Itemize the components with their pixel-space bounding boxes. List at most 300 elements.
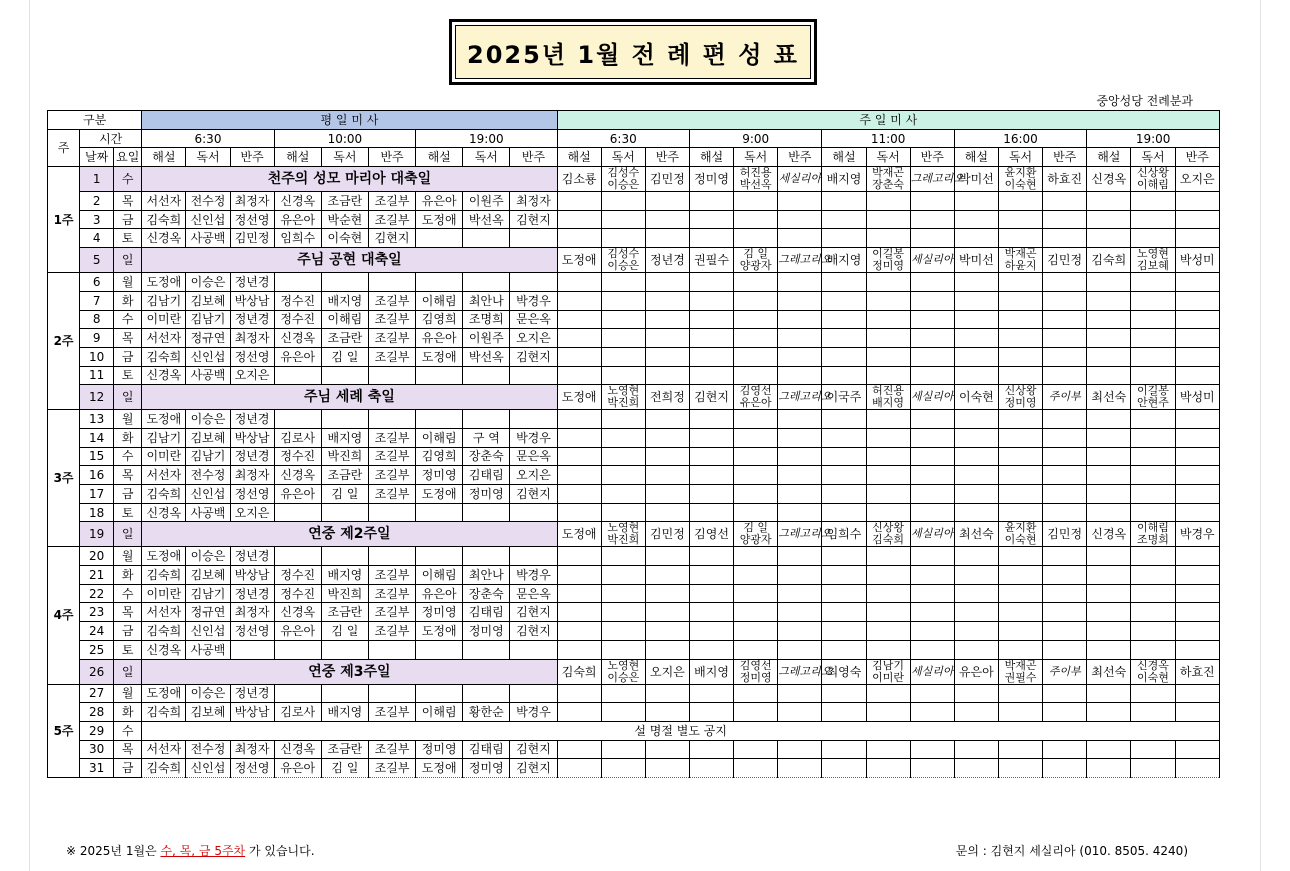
dow-cell: 금 (114, 210, 142, 229)
empty-cell (1087, 566, 1131, 585)
empty-cell (557, 447, 601, 466)
minister-cell: 도정애 (416, 485, 463, 504)
empty-cell (910, 291, 954, 310)
empty-cell (910, 192, 954, 211)
empty-cell (954, 229, 998, 248)
minister-cell (866, 167, 910, 192)
footnote-highlight: 수, 목, 금 5주차 (160, 844, 246, 858)
empty-cell (1043, 466, 1087, 485)
minister-cell: 김로사 (274, 428, 321, 447)
empty-cell (954, 291, 998, 310)
empty-cell (1043, 347, 1087, 366)
minister-cell: 정수진 (274, 566, 321, 585)
cell-line: 권필수 (1004, 670, 1037, 684)
minister-cell: 이숙현 (954, 385, 998, 410)
table-row (48, 273, 1220, 292)
minister-cell: 임희수 (822, 522, 866, 547)
cell-line: 이숙현 (1004, 178, 1037, 192)
empty-cell (734, 347, 778, 366)
minister-cell: 조길부 (368, 347, 415, 366)
empty-cell (998, 566, 1042, 585)
minister-cell: 오지은 (1175, 167, 1219, 192)
minister-cell: 조길부 (368, 329, 415, 348)
empty-cell (1043, 447, 1087, 466)
empty-cell (998, 428, 1042, 447)
dow-cell: 토 (114, 503, 142, 522)
minister-cell: 정년경 (230, 584, 274, 603)
minister-cell: 최정자 (230, 466, 274, 485)
cell-line: 김영선 (739, 384, 772, 398)
empty-cell (822, 759, 866, 778)
empty-cell (601, 410, 645, 429)
empty-cell (910, 329, 954, 348)
role-header: 반주 (510, 148, 557, 167)
minister-cell: 박미선 (954, 167, 998, 192)
minister-cell: 김 일 (321, 485, 368, 504)
feast-name: 연중 제2주일 (142, 522, 557, 547)
empty-cell (1043, 622, 1087, 641)
minister-cell: 이승은 (186, 684, 230, 703)
empty-cell (998, 347, 1042, 366)
empty-cell (910, 229, 954, 248)
empty-cell (557, 622, 601, 641)
cell-line: 양광자 (739, 533, 772, 547)
minister-cell (416, 366, 463, 385)
minister-cell (416, 229, 463, 248)
table-row (48, 622, 1220, 641)
week-label: 3주 (48, 410, 80, 547)
minister-cell: 오지은 (510, 329, 557, 348)
cell-line: 이길봉 (872, 247, 905, 261)
minister-cell: 그레고리오 (910, 167, 954, 192)
minister-cell: 김영희 (416, 447, 463, 466)
empty-cell (734, 640, 778, 659)
empty-cell (954, 759, 998, 778)
minister-cell: 그레고리오 (778, 248, 822, 273)
empty-cell (557, 273, 601, 292)
minister-cell: 김숙희 (142, 566, 186, 585)
minister-cell: 신경옥 (274, 740, 321, 759)
role-header: 해설 (1087, 148, 1131, 167)
empty-cell (734, 329, 778, 348)
minister-cell (998, 167, 1042, 192)
footnote-prefix: ※ 2025년 1월은 (66, 844, 157, 858)
dow-cell: 토 (114, 640, 142, 659)
empty-cell (601, 210, 645, 229)
empty-cell (689, 192, 733, 211)
weekday-time-header: 6:30 (142, 129, 274, 148)
minister-cell: 박미선 (954, 248, 998, 273)
dow-cell: 월 (114, 684, 142, 703)
empty-cell (557, 366, 601, 385)
minister-cell (510, 684, 557, 703)
dow-cell: 토 (114, 229, 142, 248)
empty-cell (601, 684, 645, 703)
empty-cell (1131, 603, 1175, 622)
minister-cell: 정규연 (186, 603, 230, 622)
table-row (48, 192, 1220, 211)
minister-cell: 김현지 (368, 229, 415, 248)
minister-cell: 김남기 (142, 428, 186, 447)
minister-cell: 하효진 (1175, 659, 1219, 684)
empty-cell (1131, 584, 1175, 603)
empty-cell (866, 366, 910, 385)
empty-cell (910, 584, 954, 603)
minister-cell: 조금란 (321, 192, 368, 211)
empty-cell (998, 410, 1042, 429)
minister-cell: 정미영 (689, 167, 733, 192)
empty-cell (645, 466, 689, 485)
minister-cell: 김태림 (463, 740, 510, 759)
minister-cell (1131, 167, 1175, 192)
minister-cell: 이승은 (186, 547, 230, 566)
minister-cell: 신경옥 (274, 192, 321, 211)
minister-cell: 배지영 (321, 566, 368, 585)
empty-cell (1087, 329, 1131, 348)
table-row (48, 485, 1220, 504)
footnote (66, 842, 315, 859)
empty-cell (645, 703, 689, 722)
empty-cell (1131, 640, 1175, 659)
cell-line: 박진희 (607, 396, 640, 410)
empty-cell (734, 447, 778, 466)
empty-cell (998, 466, 1042, 485)
empty-cell (954, 622, 998, 641)
empty-cell (822, 291, 866, 310)
dow-cell: 수 (114, 721, 142, 740)
empty-cell (866, 759, 910, 778)
dow-cell: 일 (114, 385, 142, 410)
empty-cell (866, 584, 910, 603)
table-row (48, 291, 1220, 310)
minister-cell: 유은아 (274, 347, 321, 366)
minister-cell (1131, 248, 1175, 273)
minister-cell: 문은옥 (510, 584, 557, 603)
empty-cell (954, 310, 998, 329)
minister-cell: 박경우 (510, 566, 557, 585)
empty-cell (1043, 329, 1087, 348)
table-row (48, 584, 1220, 603)
cell-line: 박선옥 (739, 178, 772, 192)
empty-cell (645, 347, 689, 366)
empty-cell (645, 566, 689, 585)
empty-cell (1175, 366, 1219, 385)
minister-cell: 김태림 (463, 466, 510, 485)
empty-cell (1175, 684, 1219, 703)
cell-line: 노영현 (607, 384, 640, 398)
empty-cell (601, 273, 645, 292)
empty-cell (1131, 329, 1175, 348)
cell-line: 허진용 (872, 384, 905, 398)
minister-cell: 도정애 (142, 547, 186, 566)
empty-cell (734, 603, 778, 622)
empty-cell (1131, 684, 1175, 703)
holiday-notice: 설 명절 별도 공지 (142, 721, 1220, 740)
empty-cell (1175, 485, 1219, 504)
minister-cell (321, 273, 368, 292)
minister-cell: 조길부 (368, 566, 415, 585)
minister-cell: 정수진 (274, 291, 321, 310)
minister-cell: 조길부 (368, 622, 415, 641)
minister-cell: 김숙희 (142, 622, 186, 641)
empty-cell (1131, 310, 1175, 329)
minister-cell (416, 273, 463, 292)
minister-cell: 이미란 (142, 447, 186, 466)
sunday-row (48, 248, 1220, 273)
dow-cell: 수 (114, 447, 142, 466)
date-cell: 29 (80, 721, 114, 740)
sunday-time-header: 19:00 (1087, 129, 1220, 148)
empty-cell (998, 503, 1042, 522)
minister-cell: 서선자 (142, 740, 186, 759)
empty-cell (822, 584, 866, 603)
empty-cell (645, 640, 689, 659)
minister-cell: 김숙희 (142, 210, 186, 229)
minister-cell: 문은옥 (510, 310, 557, 329)
minister-cell (601, 167, 645, 192)
empty-cell (557, 210, 601, 229)
empty-cell (1087, 503, 1131, 522)
minister-cell: 김현지 (510, 759, 557, 778)
empty-cell (734, 273, 778, 292)
table-row (48, 566, 1220, 585)
table-row (48, 229, 1220, 248)
feast-name: 천주의 성모 마리아 대축일 (142, 167, 557, 192)
week-label: 5주 (48, 684, 80, 777)
empty-cell (734, 192, 778, 211)
empty-cell (689, 503, 733, 522)
minister-cell (321, 684, 368, 703)
empty-cell (910, 547, 954, 566)
empty-cell (689, 466, 733, 485)
empty-cell (1043, 603, 1087, 622)
minister-cell: 도정애 (416, 759, 463, 778)
table-row (48, 447, 1220, 466)
liturgy-schedule-table (47, 110, 1220, 778)
empty-cell (601, 447, 645, 466)
minister-cell: 조길부 (368, 291, 415, 310)
minister-cell: 서선자 (142, 192, 186, 211)
minister-cell: 박상남 (230, 566, 274, 585)
cell-line: 김영선 (739, 658, 772, 672)
empty-cell (1175, 603, 1219, 622)
minister-cell: 김민정 (645, 167, 689, 192)
minister-cell (274, 273, 321, 292)
empty-cell (734, 503, 778, 522)
empty-cell (954, 210, 998, 229)
minister-cell: 신경옥 (142, 503, 186, 522)
date-cell: 15 (80, 447, 114, 466)
empty-cell (1087, 740, 1131, 759)
cell-line: 이승은 (607, 670, 640, 684)
cell-line: 노영현 (1137, 247, 1169, 261)
empty-cell (1175, 547, 1219, 566)
minister-cell: 김민정 (1043, 248, 1087, 273)
empty-cell (1175, 210, 1219, 229)
minister-cell (368, 273, 415, 292)
role-header: 독서 (998, 148, 1042, 167)
cell-line: 노영현 (607, 521, 640, 535)
minister-cell (274, 684, 321, 703)
empty-cell (998, 447, 1042, 466)
role-header: 해설 (274, 148, 321, 167)
cell-line: 이길봉 (1137, 384, 1169, 398)
dow-cell: 목 (114, 740, 142, 759)
minister-cell (734, 248, 778, 273)
empty-cell (601, 740, 645, 759)
empty-cell (1131, 347, 1175, 366)
minister-cell (416, 547, 463, 566)
minister-cell: 김숙희 (557, 659, 601, 684)
empty-cell (778, 759, 822, 778)
empty-cell (910, 503, 954, 522)
empty-cell (910, 703, 954, 722)
cell-line: 김성수 (607, 166, 640, 180)
minister-cell (274, 640, 321, 659)
dow-cell: 일 (114, 659, 142, 684)
empty-cell (557, 584, 601, 603)
table-row (48, 410, 1220, 429)
empty-cell (998, 547, 1042, 566)
empty-cell (1043, 310, 1087, 329)
empty-cell (1131, 566, 1175, 585)
empty-cell (998, 684, 1042, 703)
minister-cell: 박상남 (230, 428, 274, 447)
minister-cell (321, 366, 368, 385)
empty-cell (1087, 547, 1131, 566)
empty-cell (822, 347, 866, 366)
empty-cell (954, 703, 998, 722)
empty-cell (778, 584, 822, 603)
header-row (48, 129, 1220, 148)
minister-cell: 박상남 (230, 703, 274, 722)
minister-cell: 김보혜 (186, 566, 230, 585)
empty-cell (1175, 192, 1219, 211)
sunday-time-header: 9:00 (689, 129, 821, 148)
minister-cell: 사공백 (186, 229, 230, 248)
empty-cell (1043, 684, 1087, 703)
empty-cell (778, 603, 822, 622)
empty-cell (1087, 410, 1131, 429)
minister-cell (510, 640, 557, 659)
minister-cell: 이해림 (416, 703, 463, 722)
sunday-time-header: 16:00 (954, 129, 1086, 148)
cell-line: 윤지환 (1004, 166, 1037, 180)
cell-line: 양광자 (739, 259, 772, 273)
empty-cell (734, 210, 778, 229)
dow-cell: 화 (114, 703, 142, 722)
empty-cell (1043, 740, 1087, 759)
empty-cell (689, 447, 733, 466)
cell-line: 정미영 (739, 670, 772, 684)
empty-cell (954, 192, 998, 211)
date-cell: 31 (80, 759, 114, 778)
empty-cell (910, 428, 954, 447)
sunday-row (48, 522, 1220, 547)
empty-cell (601, 603, 645, 622)
role-header: 반주 (1043, 148, 1087, 167)
empty-cell (778, 640, 822, 659)
role-header: 반주 (645, 148, 689, 167)
empty-cell (1043, 428, 1087, 447)
minister-cell (368, 684, 415, 703)
role-header: 독서 (321, 148, 368, 167)
empty-cell (998, 366, 1042, 385)
cell-line: 이숙현 (1004, 533, 1037, 547)
empty-cell (954, 584, 998, 603)
minister-cell (321, 640, 368, 659)
empty-cell (866, 466, 910, 485)
empty-cell (910, 410, 954, 429)
minister-cell: 정수진 (274, 447, 321, 466)
empty-cell (689, 740, 733, 759)
empty-cell (866, 347, 910, 366)
minister-cell (734, 385, 778, 410)
minister-cell: 조길부 (368, 310, 415, 329)
date-cell: 1 (80, 167, 114, 192)
dow-cell: 일 (114, 522, 142, 547)
empty-cell (954, 740, 998, 759)
minister-cell: 김숙희 (142, 347, 186, 366)
minister-cell: 정미영 (416, 740, 463, 759)
empty-cell (689, 329, 733, 348)
empty-cell (1131, 229, 1175, 248)
empty-cell (1131, 503, 1175, 522)
minister-cell: 이미란 (142, 310, 186, 329)
cell-line: 김보혜 (1137, 259, 1169, 273)
empty-cell (645, 485, 689, 504)
empty-cell (822, 503, 866, 522)
minister-cell (463, 684, 510, 703)
empty-cell (689, 428, 733, 447)
dow-cell: 목 (114, 466, 142, 485)
empty-cell (1131, 547, 1175, 566)
empty-cell (998, 622, 1042, 641)
empty-cell (822, 447, 866, 466)
minister-cell (1131, 385, 1175, 410)
empty-cell (1175, 447, 1219, 466)
empty-cell (1087, 192, 1131, 211)
minister-cell: 정선영 (230, 347, 274, 366)
empty-cell (1043, 210, 1087, 229)
empty-cell (998, 703, 1042, 722)
feast-name: 주님 세례 축일 (142, 385, 557, 410)
empty-cell (557, 485, 601, 504)
empty-cell (998, 603, 1042, 622)
minister-cell: 김민정 (1043, 522, 1087, 547)
sunday-mass-header: 주 일 미 사 (557, 111, 1219, 130)
empty-cell (1131, 192, 1175, 211)
minister-cell: 정수진 (274, 310, 321, 329)
empty-cell (954, 410, 998, 429)
minister-cell: 유은아 (416, 329, 463, 348)
empty-cell (778, 485, 822, 504)
minister-cell: 박경우 (510, 428, 557, 447)
empty-cell (1175, 584, 1219, 603)
cell-line: 이숙현 (1137, 670, 1169, 684)
minister-cell: 조길부 (368, 428, 415, 447)
cell-line: 하윤지 (1004, 259, 1037, 273)
empty-cell (822, 485, 866, 504)
sunday-row (48, 659, 1220, 684)
empty-cell (1131, 485, 1175, 504)
empty-cell (557, 684, 601, 703)
minister-cell (510, 503, 557, 522)
date-cell: 13 (80, 410, 114, 429)
empty-cell (645, 291, 689, 310)
empty-cell (734, 291, 778, 310)
table-row (48, 466, 1220, 485)
